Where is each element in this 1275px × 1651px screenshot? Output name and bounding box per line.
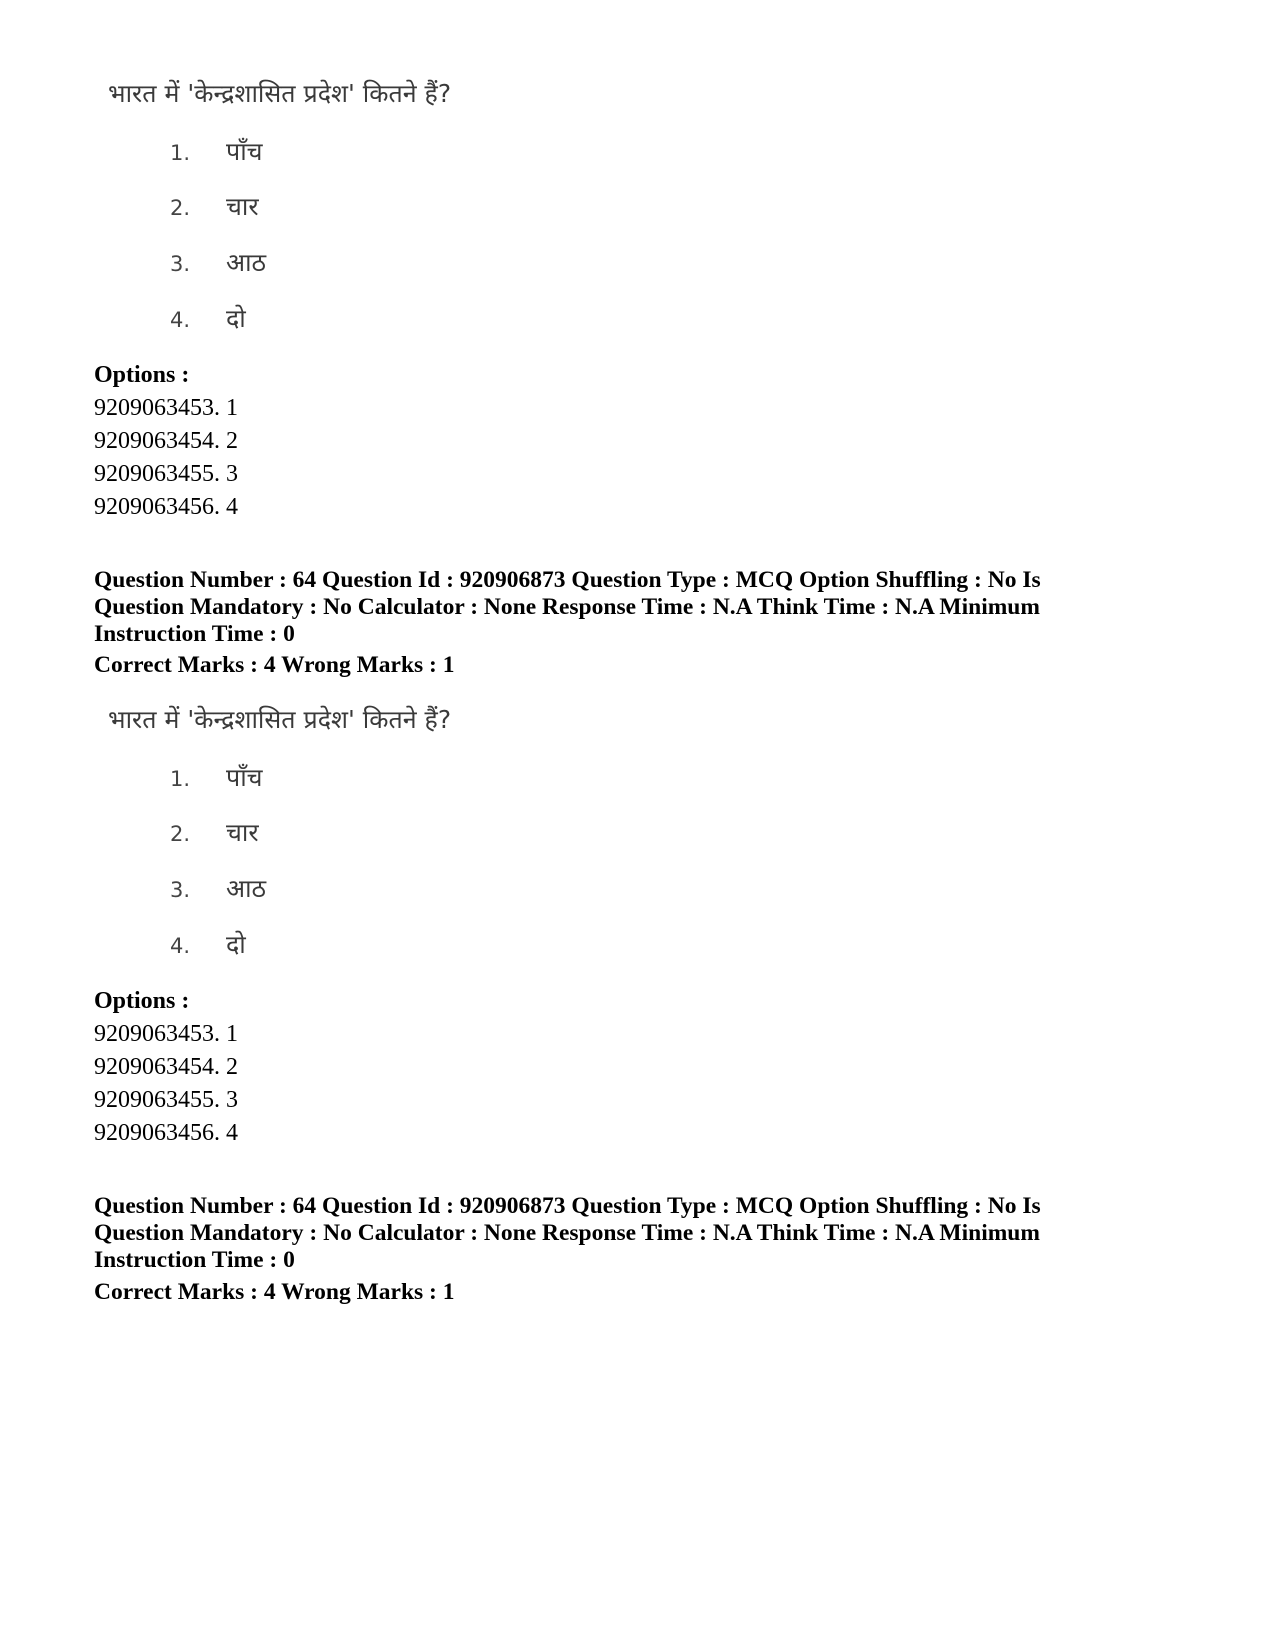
choice-item — [170, 760, 263, 794]
option-line: 9209063454. 2 — [94, 428, 238, 454]
choice-number: 3. — [170, 878, 191, 902]
choice-item — [170, 301, 246, 335]
meta-line: Question Number : 64 Question Id : 920906873 Question Type : MCQ Option Shuffling : No Is — [94, 567, 1041, 593]
choice-item — [170, 927, 246, 961]
meta-line: Instruction Time : 0 — [94, 1247, 295, 1273]
choice-label: चार — [226, 192, 259, 221]
option-line: 9209063455. 3 — [94, 461, 238, 487]
marks-line: Correct Marks : 4 Wrong Marks : 1 — [94, 1279, 455, 1305]
question-text: भारत में 'केन्द्रशासित प्रदेश' कितने हैं? — [108, 705, 452, 734]
choice-label: दो — [226, 930, 246, 959]
option-line: 9209063455. 3 — [94, 1087, 238, 1113]
choice-item — [170, 245, 266, 279]
option-line: 9209063456. 4 — [94, 1120, 238, 1146]
meta-line: Instruction Time : 0 — [94, 621, 295, 647]
meta-line: Question Mandatory : No Calculator : None Response Time : N.A Think Time : N.A Minimum — [94, 594, 1040, 620]
choice-label: पाँच — [226, 137, 263, 166]
choice-number: 4. — [170, 934, 191, 958]
choice-number: 2. — [170, 196, 191, 220]
choice-label: आठ — [226, 874, 267, 903]
question-meta — [94, 1193, 1084, 1274]
choice-item — [170, 134, 263, 168]
option-line: 9209063454. 2 — [94, 1054, 238, 1080]
choice-number: 3. — [170, 252, 191, 276]
option-line: 9209063453. 1 — [94, 395, 238, 421]
choice-label: दो — [226, 304, 246, 333]
choice-item — [170, 189, 259, 223]
choice-number: 4. — [170, 308, 191, 332]
question-image — [98, 76, 518, 346]
options-heading: Options : — [94, 988, 190, 1014]
choice-label: चार — [226, 818, 259, 847]
choice-number: 2. — [170, 822, 191, 846]
meta-line: Question Number : 64 Question Id : 920906873 Question Type : MCQ Option Shuffling : No Is — [94, 1193, 1041, 1219]
marks-line: Correct Marks : 4 Wrong Marks : 1 — [94, 652, 455, 678]
question-image — [98, 702, 518, 972]
question-meta — [94, 567, 1084, 648]
option-line: 9209063456. 4 — [94, 494, 238, 520]
choice-item — [170, 871, 266, 905]
option-line: 9209063453. 1 — [94, 1021, 238, 1047]
meta-line: Question Mandatory : No Calculator : None Response Time : N.A Think Time : N.A Minimum — [94, 1220, 1040, 1246]
choice-number: 1. — [170, 767, 191, 791]
question-text: भारत में 'केन्द्रशासित प्रदेश' कितने हैं? — [108, 79, 452, 108]
options-heading: Options : — [94, 362, 190, 388]
choice-item — [170, 815, 259, 849]
choice-label: आठ — [226, 248, 267, 277]
choice-label: पाँच — [226, 763, 263, 792]
choice-number: 1. — [170, 141, 191, 165]
